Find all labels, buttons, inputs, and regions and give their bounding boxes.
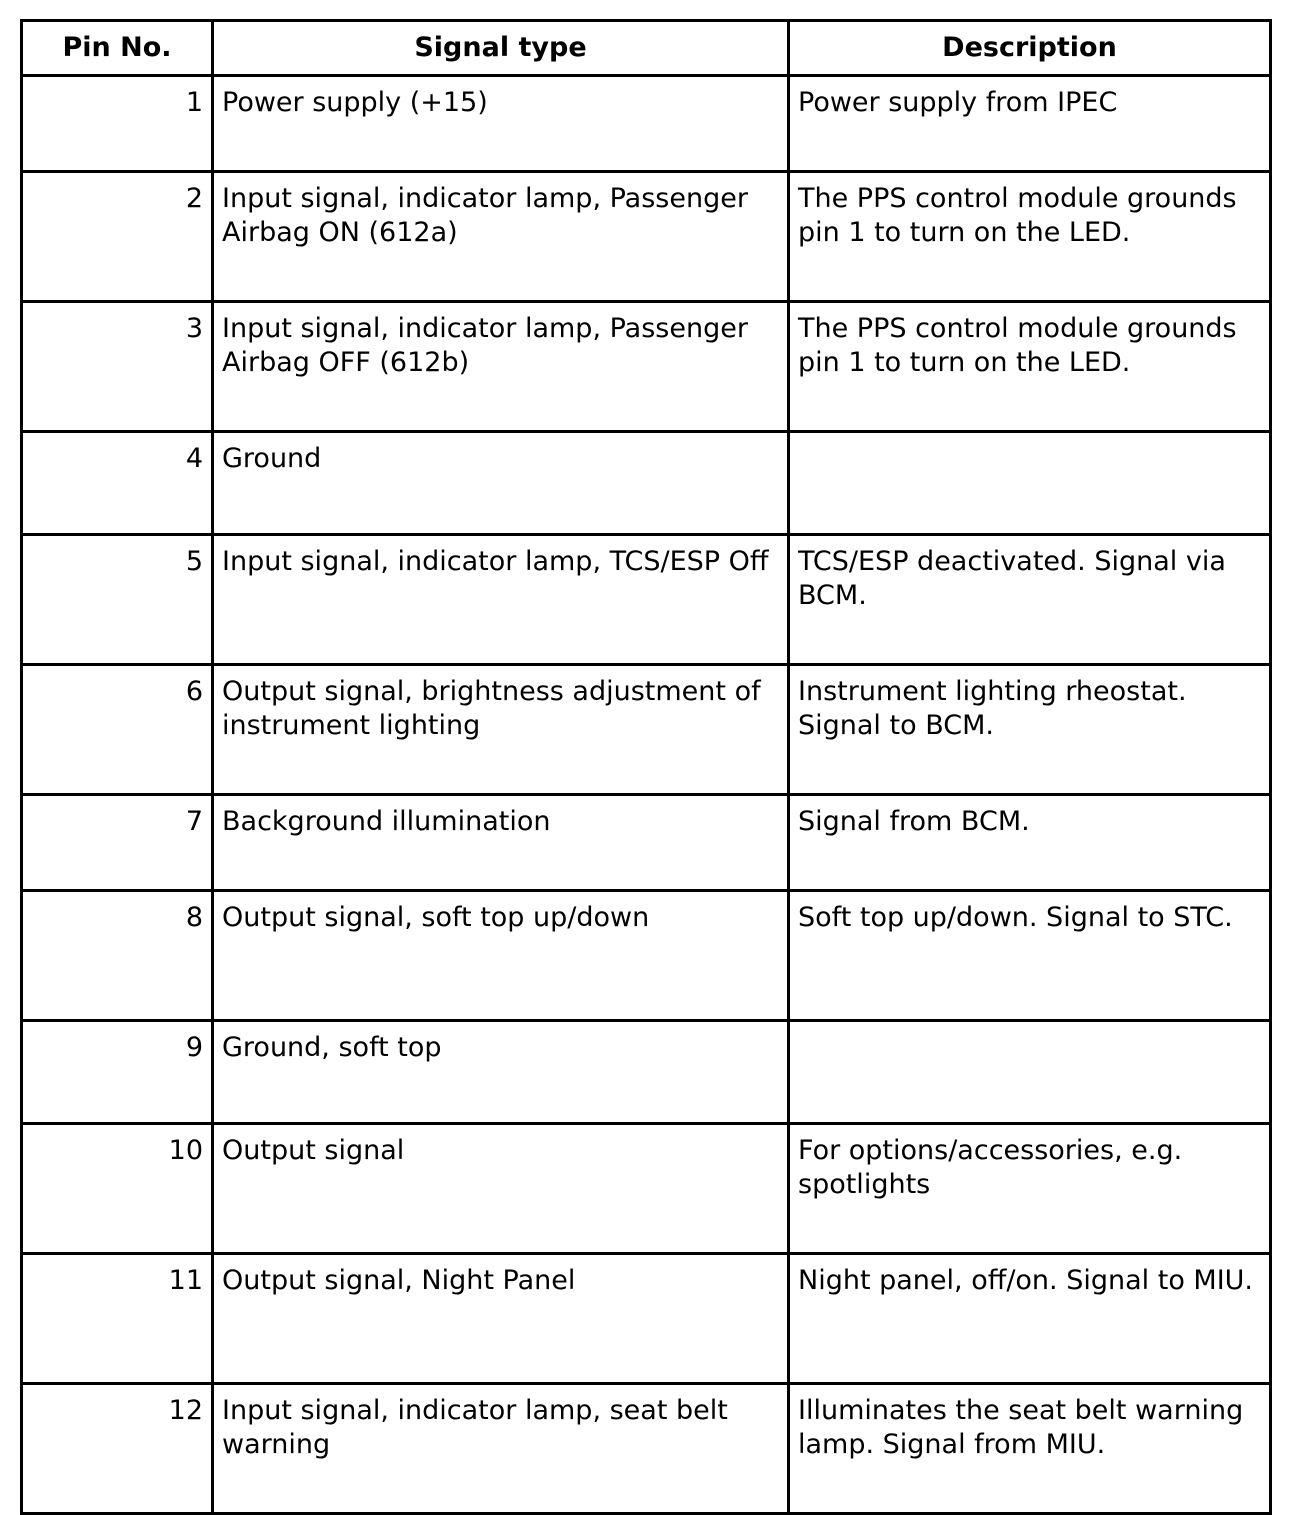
- table-row: [22, 1021, 1271, 1124]
- signal-type: Ground, soft top: [213, 1021, 789, 1124]
- pin-number: 1: [22, 76, 213, 172]
- description: The PPS control module grounds pin 1 to turn on the LED.: [789, 172, 1271, 302]
- signal-type: Output signal, Night Panel: [213, 1254, 789, 1384]
- pin-number: 3: [22, 302, 213, 432]
- pin-number: 4: [22, 432, 213, 535]
- description: For options/accessories, e.g. spotlights: [789, 1124, 1271, 1254]
- pin-number: 10: [22, 1124, 213, 1254]
- table-row: [22, 1124, 1271, 1254]
- pin-number: 9: [22, 1021, 213, 1124]
- pin-number: 5: [22, 535, 213, 665]
- signal-type: Input signal, indicator lamp, Passenger Airbag OFF (612b): [213, 302, 789, 432]
- description: Night panel, off/on. Signal to MIU.: [789, 1254, 1271, 1384]
- signal-type: Output signal: [213, 1124, 789, 1254]
- table-header-row: [22, 21, 1271, 76]
- signal-type: Background illumination: [213, 795, 789, 891]
- pin-number: 8: [22, 891, 213, 1021]
- header-description: Description: [789, 21, 1271, 76]
- table-row: [22, 1384, 1271, 1514]
- signal-type: Output signal, soft top up/down: [213, 891, 789, 1021]
- description: [789, 432, 1271, 535]
- pin-number: 6: [22, 665, 213, 795]
- table-row: [22, 891, 1271, 1021]
- header-pin-no: Pin No.: [22, 21, 213, 76]
- description: The PPS control module grounds pin 1 to turn on the LED.: [789, 302, 1271, 432]
- table-row: [22, 432, 1271, 535]
- table-row: [22, 665, 1271, 795]
- pin-number: 11: [22, 1254, 213, 1384]
- description: TCS/ESP deactivated. Signal via BCM.: [789, 535, 1271, 665]
- description: Illuminates the seat belt warning lamp. Signal from MIU.: [789, 1384, 1271, 1514]
- signal-type: Input signal, indicator lamp, seat belt warning: [213, 1384, 789, 1514]
- description: Power supply from IPEC: [789, 76, 1271, 172]
- signal-type: Input signal, indicator lamp, Passenger Airbag ON (612a): [213, 172, 789, 302]
- table-row: [22, 1254, 1271, 1384]
- pin-number: 12: [22, 1384, 213, 1514]
- description: [789, 1021, 1271, 1124]
- table-row: [22, 795, 1271, 891]
- pin-number: 7: [22, 795, 213, 891]
- table-row: [22, 76, 1271, 172]
- signal-type: Output signal, brightness adjustment of instrument lighting: [213, 665, 789, 795]
- description: Instrument lighting rheostat. Signal to BCM.: [789, 665, 1271, 795]
- signal-type: Ground: [213, 432, 789, 535]
- description: Soft top up/down. Signal to STC.: [789, 891, 1271, 1021]
- description: Signal from BCM.: [789, 795, 1271, 891]
- pin-assignment-table: [20, 19, 1272, 1515]
- table-row: [22, 302, 1271, 432]
- header-signal-type: Signal type: [213, 21, 789, 76]
- signal-type: Input signal, indicator lamp, TCS/ESP Off: [213, 535, 789, 665]
- table-row: [22, 535, 1271, 665]
- pin-number: 2: [22, 172, 213, 302]
- table-row: [22, 172, 1271, 302]
- signal-type: Power supply (+15): [213, 76, 789, 172]
